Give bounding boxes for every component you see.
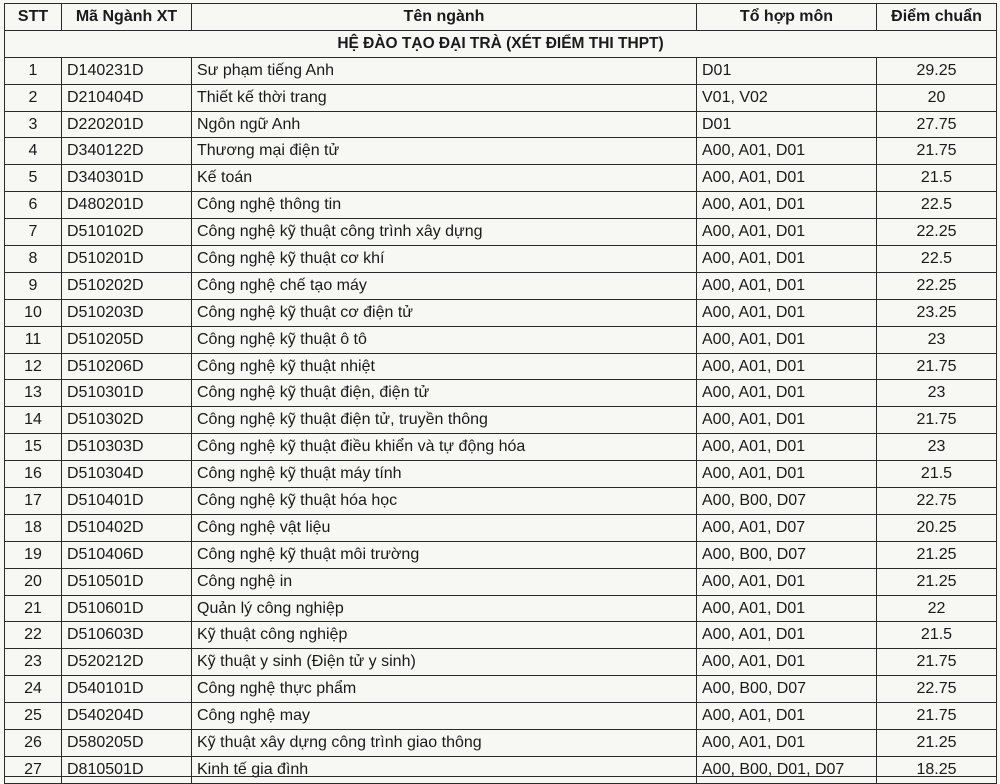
cell-score: 21.75 xyxy=(877,353,997,380)
cell-score: 21.25 xyxy=(877,568,997,595)
cell-stt: 3 xyxy=(5,111,62,138)
cell-code: D810501D xyxy=(62,756,192,783)
table-row xyxy=(5,622,997,649)
cell-stt: 8 xyxy=(5,246,62,273)
table-row xyxy=(5,111,997,138)
header-code: Mã Ngành XT xyxy=(62,4,192,31)
table-row xyxy=(5,272,997,299)
cell-name: Công nghệ kỹ thuật máy tính xyxy=(192,461,697,488)
cell-stt: 17 xyxy=(5,488,62,515)
cell-name: Quản lý công nghiệp xyxy=(192,595,697,622)
cell-score: 21.75 xyxy=(877,703,997,730)
cell-score: 18.25 xyxy=(877,756,997,783)
cell-combo: A00, A01, D01 xyxy=(697,138,877,165)
cell-name: Công nghệ in xyxy=(192,568,697,595)
cell-name: Công nghệ kỹ thuật điều khiển và tự động hóa xyxy=(192,434,697,461)
table-row xyxy=(5,84,997,111)
cell-combo: A00, B00, D01, D07 xyxy=(697,756,877,783)
cell-stt: 9 xyxy=(5,272,62,299)
cell-name: Công nghệ kỹ thuật ô tô xyxy=(192,326,697,353)
cell-stt: 19 xyxy=(5,541,62,568)
cell-combo: A00, A01, D01 xyxy=(697,595,877,622)
cell-combo: A00, A01, D01 xyxy=(697,434,877,461)
cell-name: Công nghệ may xyxy=(192,703,697,730)
cell-name: Ngôn ngữ Anh xyxy=(192,111,697,138)
table-row xyxy=(5,192,997,219)
cell-stt: 11 xyxy=(5,326,62,353)
cell-stt: 14 xyxy=(5,407,62,434)
cell-combo: A00, A01, D01 xyxy=(697,165,877,192)
cell-name: Công nghệ vật liệu xyxy=(192,514,697,541)
table-row xyxy=(5,299,997,326)
cell-score: 29.25 xyxy=(877,57,997,84)
cell-score: 21.75 xyxy=(877,649,997,676)
cell-combo: A00, A01, D01 xyxy=(697,568,877,595)
cell-combo: D01 xyxy=(697,57,877,84)
cell-stt: 20 xyxy=(5,568,62,595)
table-row xyxy=(5,649,997,676)
cell-stt: 6 xyxy=(5,192,62,219)
cell-combo: D01 xyxy=(697,111,877,138)
cell-score: 22.75 xyxy=(877,676,997,703)
cell-score: 21.5 xyxy=(877,461,997,488)
section-title: HỆ ĐÀO TẠO ĐẠI TRÀ (XÉT ĐIỂM THI THPT) xyxy=(5,30,997,57)
cell-combo: A00, A01, D07 xyxy=(697,514,877,541)
cell-code: D510201D xyxy=(62,246,192,273)
header-combo: Tổ hợp môn xyxy=(697,4,877,31)
cell-combo: V01, V02 xyxy=(697,84,877,111)
table-row xyxy=(5,380,997,407)
table-row xyxy=(5,246,997,273)
cell-stt: 21 xyxy=(5,595,62,622)
cell-stt: 16 xyxy=(5,461,62,488)
table-row xyxy=(5,676,997,703)
cell-name: Kinh tế gia đình xyxy=(192,756,697,783)
cell-code: D480201D xyxy=(62,192,192,219)
cell-score: 23.25 xyxy=(877,299,997,326)
cell-score: 21.75 xyxy=(877,407,997,434)
cell-score: 21.25 xyxy=(877,541,997,568)
cell-code: D510501D xyxy=(62,568,192,595)
cell-stt: 23 xyxy=(5,649,62,676)
cell-stt: 13 xyxy=(5,380,62,407)
cell-code: D510303D xyxy=(62,434,192,461)
cell-score: 23 xyxy=(877,434,997,461)
cell-score: 22 xyxy=(877,595,997,622)
cell-name: Công nghệ kỹ thuật điện, điện tử xyxy=(192,380,697,407)
cell-code: D510302D xyxy=(62,407,192,434)
cell-combo: A00, A01, D01 xyxy=(697,326,877,353)
cell-name: Công nghệ thông tin xyxy=(192,192,697,219)
cell-combo: A00, A01, D01 xyxy=(697,192,877,219)
cell-combo: A00, A01, D01 xyxy=(697,703,877,730)
table-row xyxy=(5,568,997,595)
cell-combo: A00, A01, D01 xyxy=(697,461,877,488)
cell-code: D520212D xyxy=(62,649,192,676)
table-row xyxy=(5,165,997,192)
cell-combo: A00, A01, D01 xyxy=(697,730,877,757)
cell-combo: A00, A01, D01 xyxy=(697,622,877,649)
cell-code: D510206D xyxy=(62,353,192,380)
cell-score: 23 xyxy=(877,326,997,353)
cell-code: D220201D xyxy=(62,111,192,138)
cell-combo: A00, A01, D01 xyxy=(697,299,877,326)
cell-score: 22.25 xyxy=(877,219,997,246)
cell-combo: A00, B00, D07 xyxy=(697,676,877,703)
cell-code: D510601D xyxy=(62,595,192,622)
cell-stt: 12 xyxy=(5,353,62,380)
cell-score: 22.5 xyxy=(877,192,997,219)
cell-code: D510203D xyxy=(62,299,192,326)
cell-code: D510603D xyxy=(62,622,192,649)
table-row xyxy=(5,730,997,757)
cell-stt: 22 xyxy=(5,622,62,649)
cell-code: D210404D xyxy=(62,84,192,111)
table-row xyxy=(5,541,997,568)
cell-code: D510304D xyxy=(62,461,192,488)
cell-code: D510401D xyxy=(62,488,192,515)
cell-name: Công nghệ kỹ thuật điện tử, truyền thông xyxy=(192,407,697,434)
cell-name: Công nghệ chế tạo máy xyxy=(192,272,697,299)
cell-name: Thương mại điện tử xyxy=(192,138,697,165)
cell-combo: A00, A01, D01 xyxy=(697,246,877,273)
section-row xyxy=(5,30,997,57)
admission-score-table xyxy=(4,3,997,784)
cell-score: 22.25 xyxy=(877,272,997,299)
cell-code: D510301D xyxy=(62,380,192,407)
cell-stt: 15 xyxy=(5,434,62,461)
cell-name: Công nghệ thực phẩm xyxy=(192,676,697,703)
cell-score: 21.75 xyxy=(877,138,997,165)
cell-score: 20.25 xyxy=(877,514,997,541)
table-row xyxy=(5,434,997,461)
cell-code: D580205D xyxy=(62,730,192,757)
cell-name: Công nghệ kỹ thuật công trình xây dựng xyxy=(192,219,697,246)
header-stt: STT xyxy=(5,4,62,31)
cell-stt: 25 xyxy=(5,703,62,730)
cell-name: Kỹ thuật công nghiệp xyxy=(192,622,697,649)
cell-code: D340122D xyxy=(62,138,192,165)
cell-name: Công nghệ kỹ thuật nhiệt xyxy=(192,353,697,380)
cell-name: Công nghệ kỹ thuật cơ điện tử xyxy=(192,299,697,326)
cell-code: D510205D xyxy=(62,326,192,353)
cell-score: 21.5 xyxy=(877,165,997,192)
table-row xyxy=(5,703,997,730)
cell-combo: A00, B00, D07 xyxy=(697,488,877,515)
cell-combo: A00, A01, D01 xyxy=(697,272,877,299)
cell-score: 23 xyxy=(877,380,997,407)
cell-stt: 18 xyxy=(5,514,62,541)
cell-code: D340301D xyxy=(62,165,192,192)
table-row xyxy=(5,138,997,165)
table-row xyxy=(5,219,997,246)
header-score: Điểm chuẩn xyxy=(877,4,997,31)
cell-stt: 26 xyxy=(5,730,62,757)
cell-name: Kỹ thuật xây dựng công trình giao thông xyxy=(192,730,697,757)
table-row xyxy=(5,595,997,622)
cell-score: 22.75 xyxy=(877,488,997,515)
cell-code: D510102D xyxy=(62,219,192,246)
cell-name: Sư phạm tiếng Anh xyxy=(192,57,697,84)
cell-code: D540101D xyxy=(62,676,192,703)
cell-stt: 1 xyxy=(5,57,62,84)
cell-stt: 7 xyxy=(5,219,62,246)
cell-name: Thiết kế thời trang xyxy=(192,84,697,111)
cell-combo: A00, A01, D01 xyxy=(697,407,877,434)
cell-name: Công nghệ kỹ thuật môi trường xyxy=(192,541,697,568)
table-row xyxy=(5,57,997,84)
table-row xyxy=(5,461,997,488)
cell-stt: 10 xyxy=(5,299,62,326)
cell-code: D510406D xyxy=(62,541,192,568)
cell-score: 21.25 xyxy=(877,730,997,757)
cell-code: D510202D xyxy=(62,272,192,299)
cell-stt: 5 xyxy=(5,165,62,192)
header-row xyxy=(5,4,997,31)
cell-code: D140231D xyxy=(62,57,192,84)
cell-name: Kỹ thuật y sinh (Điện tử y sinh) xyxy=(192,649,697,676)
table-row xyxy=(5,326,997,353)
cell-stt: 2 xyxy=(5,84,62,111)
cell-combo: A00, A01, D01 xyxy=(697,380,877,407)
table-row xyxy=(5,407,997,434)
cell-stt: 4 xyxy=(5,138,62,165)
cell-name: Công nghệ kỹ thuật hóa học xyxy=(192,488,697,515)
cell-score: 27.75 xyxy=(877,111,997,138)
cell-score: 21.5 xyxy=(877,622,997,649)
cell-combo: A00, A01, D01 xyxy=(697,219,877,246)
cell-stt: 24 xyxy=(5,676,62,703)
cell-name: Công nghệ kỹ thuật cơ khí xyxy=(192,246,697,273)
cell-combo: A00, A01, D01 xyxy=(697,649,877,676)
table-row xyxy=(5,488,997,515)
table-row xyxy=(5,353,997,380)
cell-combo: A00, A01, D01 xyxy=(697,353,877,380)
cell-code: D540204D xyxy=(62,703,192,730)
cell-score: 22.5 xyxy=(877,246,997,273)
cell-code: D510402D xyxy=(62,514,192,541)
cell-combo: A00, B00, D07 xyxy=(697,541,877,568)
header-name: Tên ngành xyxy=(192,4,697,31)
table-row xyxy=(5,514,997,541)
cell-stt: 27 xyxy=(5,756,62,783)
cell-name: Kế toán xyxy=(192,165,697,192)
cell-score: 20 xyxy=(877,84,997,111)
